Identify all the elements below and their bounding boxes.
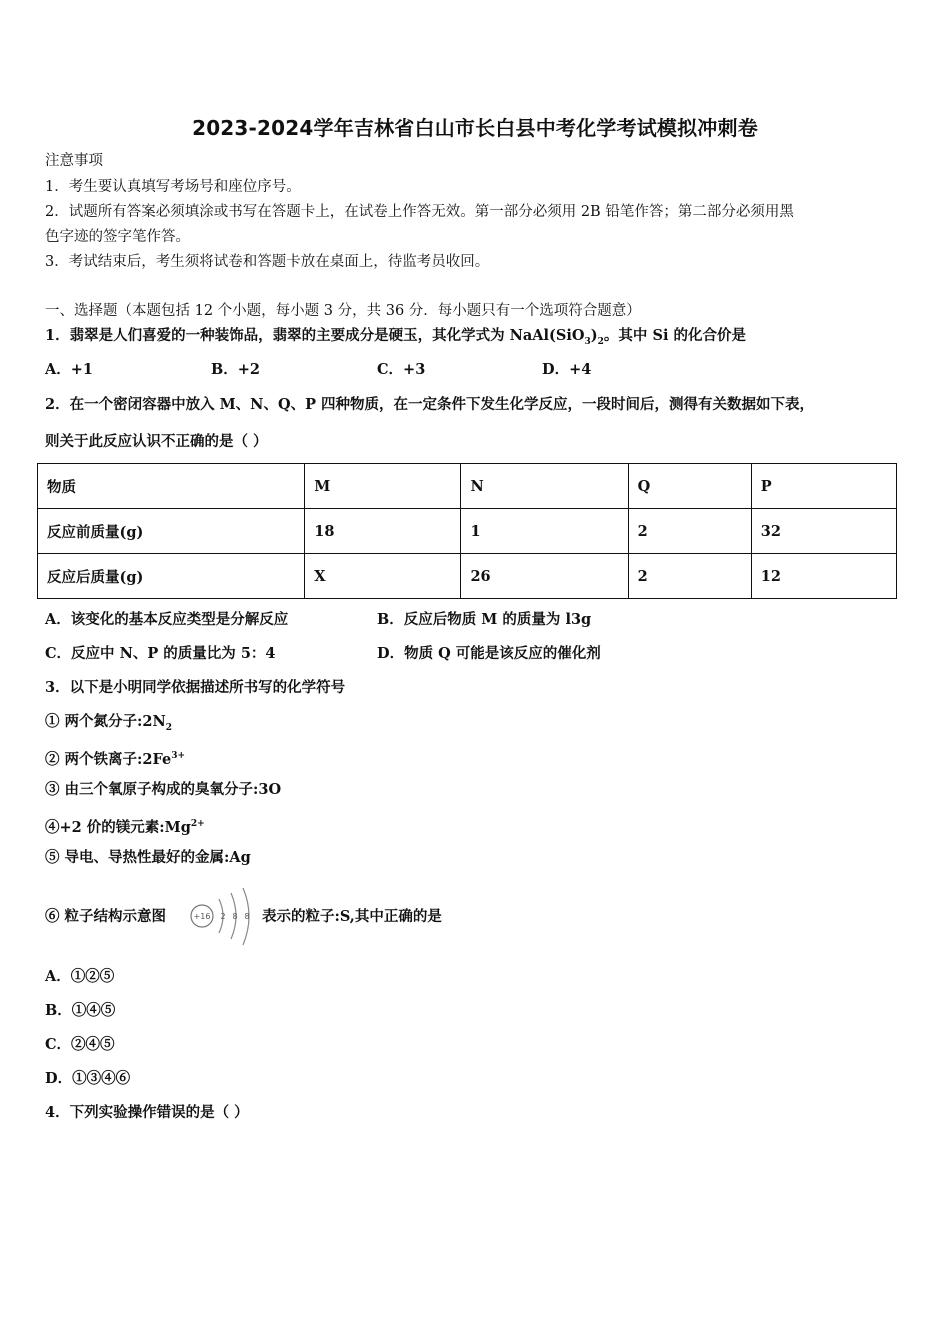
table-cell: 反应后质量(g) xyxy=(38,554,305,599)
q3-item-5: ⑤ 导电、导热性最好的金属:Ag xyxy=(45,849,251,866)
section-heading: 一、选择题（本题包括 12 个小题，每小题 3 分，共 36 分．每小题只有一个选项符合题意） xyxy=(45,303,641,319)
table-cell: 物质 xyxy=(38,464,305,509)
q3-option-b: B．①④⑤ xyxy=(45,1002,116,1019)
q3-item-3: ③ 由三个氧原子构成的臭氧分子:3O xyxy=(45,781,282,798)
table-cell: 12 xyxy=(751,554,896,599)
table-cell: Q xyxy=(628,464,751,509)
q3-option-a: A．①②⑤ xyxy=(45,968,115,985)
table-cell: N xyxy=(461,464,628,509)
table-cell: 2 xyxy=(628,509,751,554)
q3-item-4: ④+2 价的镁元素$:Mg^{2+}$ xyxy=(45,818,205,836)
table-cell: X xyxy=(305,554,461,599)
shell-electrons: 8 xyxy=(244,912,250,921)
nucleus-charge: +16 xyxy=(193,912,211,921)
question-1-stem: 1．翡翠是人们喜爱的一种装饰品，翡翠的主要成分是硬玉，其化学式为 $NaAl(SiO_3)_2$。其中 Si 的化合价是 xyxy=(45,327,746,347)
question-2-stem: 2．在一个密闭容器中放入 M、N、Q、P 四种物质，在一定条件下发生化学反应，一段时间后，测得有关数据如下表， xyxy=(45,396,815,413)
notice-item: 色字迹的签字笔作答。 xyxy=(45,229,190,245)
table-cell: 26 xyxy=(461,554,628,599)
table-cell: 1 xyxy=(461,509,628,554)
q3-item-6-label: ⑥ 粒子结构示意图 xyxy=(45,908,167,925)
q3-option-c: C．②④⑤ xyxy=(45,1036,115,1053)
notice-item: 3．考试结束后，考生须将试卷和答题卡放在桌面上，待监考员收回。 xyxy=(45,254,490,270)
shell-electrons: 8 xyxy=(232,912,238,921)
table-cell: 2 xyxy=(628,554,751,599)
table-cell: 18 xyxy=(305,509,461,554)
q2-option-c: C．反应中 N、P 的质量比为 5：4 xyxy=(45,645,276,662)
q3-item-6-desc: 表示的粒子:S,其中正确的是 xyxy=(262,908,442,925)
q1-option-b: B．+2 xyxy=(211,361,260,378)
notice-heading: 注意事项 xyxy=(45,153,103,169)
q3-option-d: D．①③④⑥ xyxy=(45,1070,131,1087)
data-table xyxy=(37,463,897,599)
question-2-stem-cont: 则关于此反应认识不正确的是（ ） xyxy=(45,433,268,450)
q3-item-2: ② 两个铁离子$:2Fe^{3+}$ xyxy=(45,750,186,768)
q1-option-a: A．+1 xyxy=(45,361,93,378)
question-4-stem: 4．下列实验操作错误的是（ ） xyxy=(45,1104,249,1121)
table-cell: P xyxy=(751,464,896,509)
table-row xyxy=(38,509,897,554)
page-title: 2023-2024学年吉林省白山市长白县中考化学考试模拟冲刺卷 xyxy=(192,116,758,140)
q2-option-b: B．反应后物质 M 的质量为 l3g xyxy=(377,611,592,628)
atom-structure-diagram xyxy=(186,887,258,947)
table-row xyxy=(38,554,897,599)
q1-option-c: C．+3 xyxy=(377,361,426,378)
q2-option-d: D．物质 Q 可能是该反应的催化剂 xyxy=(377,645,601,662)
notice-item: 2．试题所有答案必须填涂或书写在答题卡上，在试卷上作答无效。第一部分必须用 2B 铅笔作答；第二部分必须用黑 xyxy=(45,204,794,220)
q1-option-d: D．+4 xyxy=(542,361,592,378)
q3-item-1: ① 两个氮分子$:2N_2$ xyxy=(45,713,173,733)
table-row xyxy=(38,464,897,509)
table-cell: 32 xyxy=(751,509,896,554)
table-cell: M xyxy=(305,464,461,509)
table-cell: 反应前质量(g) xyxy=(38,509,305,554)
shell-electrons: 2 xyxy=(220,912,226,921)
q2-option-a: A．该变化的基本反应类型是分解反应 xyxy=(45,611,289,628)
question-3-stem: 3．以下是小明同学依据描述所书写的化学符号 xyxy=(45,679,346,696)
notice-item: 1．考生要认真填写考场号和座位序号。 xyxy=(45,179,301,195)
